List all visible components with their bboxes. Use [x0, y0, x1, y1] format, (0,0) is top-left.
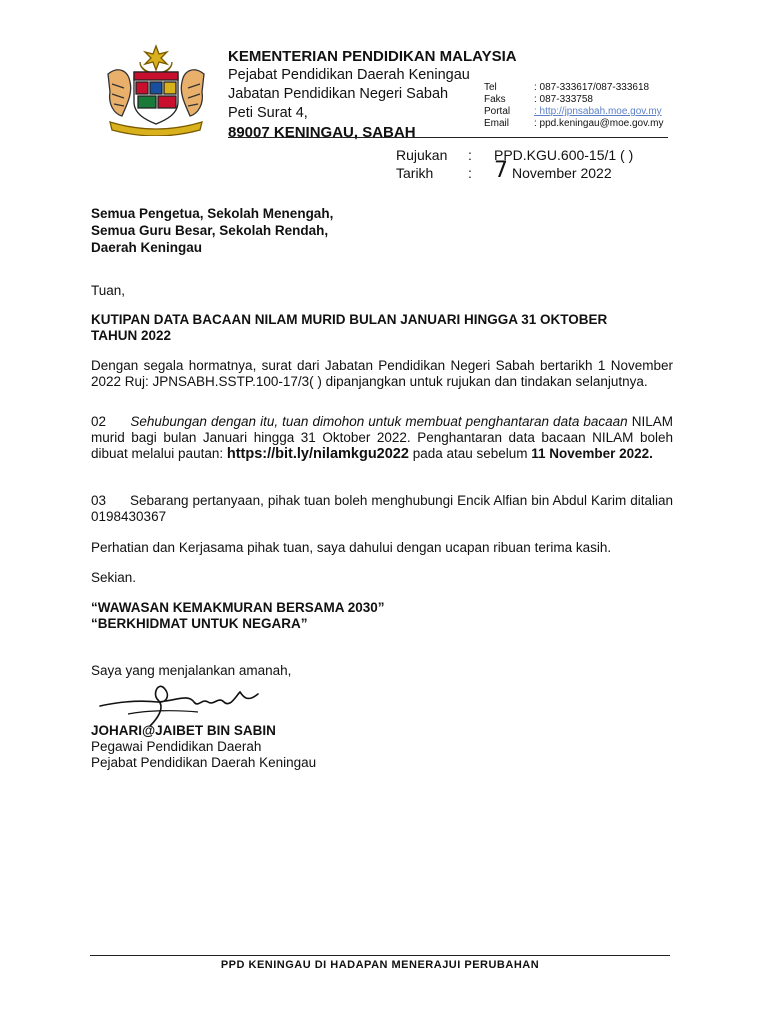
recipient-line: Daerah Keningau [91, 240, 203, 255]
date-row [396, 158, 633, 183]
paragraph-2-text: NILAM murid bagi bulan Januari hingga 31 Oktober 2022. Penghantaran data bacaan NILAM boleh dibuat melalui pautan: [91, 414, 673, 461]
reference-colon: : [468, 147, 472, 163]
date-colon: : [468, 165, 472, 181]
nilam-link[interactable]: https://bit.ly/nilamkgu2022 [226, 446, 409, 462]
ministry-name: KEMENTERIAN PENDIDIKAN MALAYSIA [228, 48, 517, 65]
footer-divider [90, 955, 670, 956]
motto-line: “WAWASAN KEMAKMURAN BERSAMA 2030” [91, 600, 385, 615]
signatory-office: Pejabat Pendidikan Daerah Keningau [91, 755, 317, 770]
reference-label: Rujukan [396, 147, 448, 163]
coat-of-arms-logo [100, 44, 212, 136]
contact-tel [484, 82, 663, 94]
contact-email [484, 118, 663, 130]
trust-line: Saya yang menjalankan amanah, [91, 663, 292, 678]
contact-fax [484, 94, 663, 106]
date-month-year: November 2022 [512, 165, 612, 181]
closing: Sekian. [91, 570, 137, 585]
contact-label: Email [484, 118, 510, 129]
salutation: Tuan, [91, 283, 126, 298]
department-name: Jabatan Pendidikan Negeri Sabah [228, 86, 449, 102]
footer-slogan [180, 958, 580, 968]
contact-value: : 087-333617/087-333618 [534, 82, 650, 93]
deadline: 11 November 2022. [531, 446, 653, 461]
signatory-name: JOHARI@JAIBET BIN SABIN [91, 723, 276, 738]
paragraph-number: 03 [91, 493, 107, 508]
reference-number: PPD.KGU.600-15/1 ( ) [494, 147, 634, 163]
paragraph-4: Perhatian dan Kerjasama pihak tuan, saya dahului dengan ucapan ribuan terima kasih. [91, 540, 612, 555]
subject-line: KUTIPAN DATA BACAAN NILAM MURID BULAN JANUARI HINGGA 31 OKTOBER TAHUN 2022 [91, 312, 608, 343]
contact-label: Portal [484, 106, 511, 117]
paragraph-2-italic: Sehubungan dengan itu, tuan dimohon untuk membuat penghantaran data bacaan [130, 414, 628, 429]
date-day-handwritten: 7 [494, 158, 508, 183]
reference-row [396, 146, 633, 164]
header-divider [228, 137, 668, 138]
signatory-block [91, 723, 673, 771]
office-name: Pejabat Pendidikan Daerah Keningau [228, 67, 470, 83]
paragraph-1: Dengan segala hormatnya, surat dari Jabatan Pendidikan Negeri Sabah bertarikh 1 November 2022 Ruj: JPNSABH.SSTP.100-17/3( ) dipanjangkan untuk rujukan dan tindakan selanjutnya. [91, 358, 673, 389]
mottos [91, 600, 673, 632]
contact-value: : ppd.keningau@moe.gov.my [534, 118, 664, 129]
recipient-line: Semua Guru Besar, Sekolah Rendah, [91, 223, 329, 238]
portal-link[interactable]: : http://jpnsabah.moe.gov.my [534, 106, 662, 117]
contact-value: : 087-333758 [534, 94, 593, 105]
postcode-city: 89007 KENINGAU, SABAH [228, 124, 416, 141]
paragraph-2-text-2: pada atau sebelum [408, 446, 532, 461]
contact-portal [484, 106, 663, 118]
contact-label: Tel [484, 82, 497, 93]
footer-text: PPD KENINGAU DI HADAPAN MENERAJUI PERUBAHAN [220, 959, 540, 968]
paragraph-3 [91, 493, 673, 525]
date-label: Tarikh [396, 165, 434, 181]
reference-block [396, 146, 633, 182]
contact-info [484, 82, 663, 130]
motto-line: “BERKHIDMAT UNTUK NEGARA” [91, 616, 308, 631]
paragraph-3-text: Sebarang pertanyaan, pihak tuan boleh menghubungi Encik Alfian bin Abdul Karim ditalian 0198430367 [91, 493, 673, 524]
paragraph-number: 02 [91, 414, 107, 429]
letterhead [228, 48, 517, 142]
po-box: Peti Surat 4, [228, 105, 308, 121]
recipients [91, 205, 673, 256]
signatory-title: Pegawai Pendidikan Daerah [91, 739, 262, 754]
paragraph-2 [91, 414, 673, 462]
contact-label: Faks [484, 94, 506, 105]
recipient-line: Semua Pengetua, Sekolah Menengah, [91, 206, 334, 221]
